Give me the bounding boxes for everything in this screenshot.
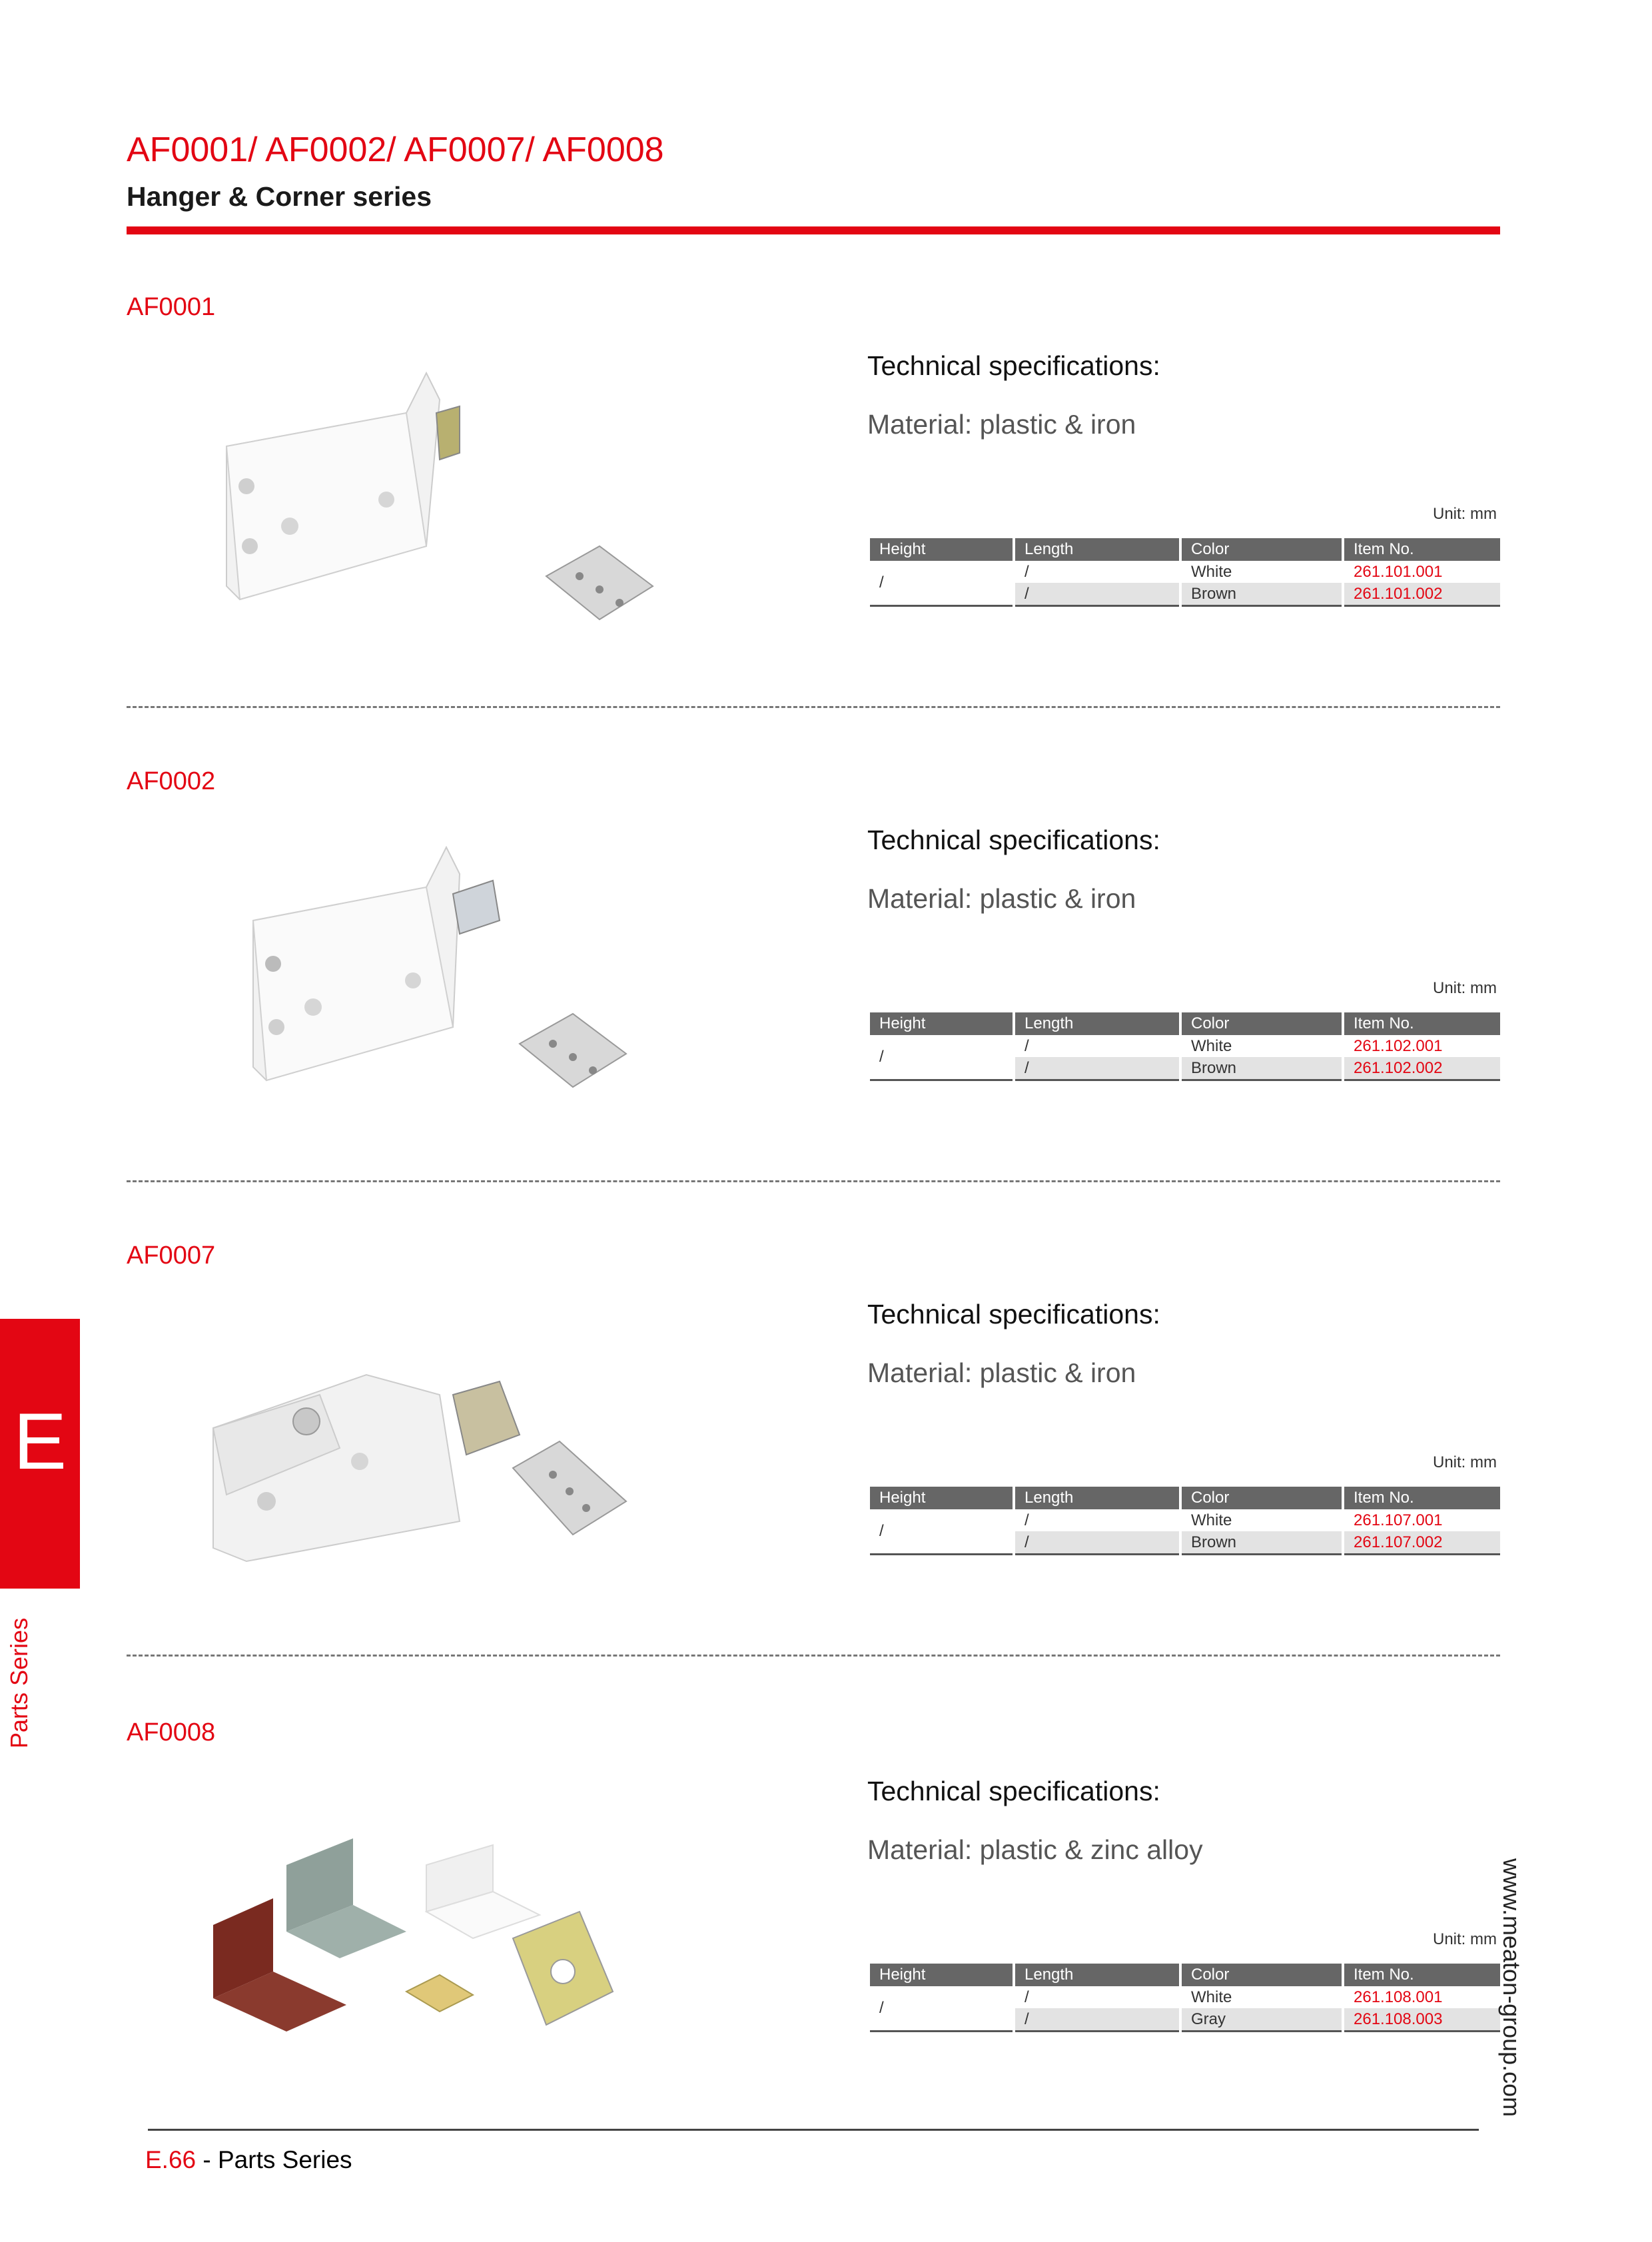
product-section-af0001 [0,293,1652,767]
col-header-length: Length [1014,538,1180,561]
col-header-color: Color [1180,1964,1343,1986]
cell-color: White [1180,561,1343,583]
cell-color: Brown [1180,1057,1343,1080]
col-header-item-no: Item No. [1343,1487,1500,1509]
product-section-af0008 [0,1718,1652,2193]
material-text: Material: plastic & zinc alloy [867,1834,1203,1865]
cell-length: / [1014,2008,1180,2032]
cell-height: / [870,1035,1014,1080]
cell-item-no: 261.107.002 [1343,1531,1500,1555]
cell-color: White [1180,1035,1343,1057]
unit-label: Unit: mm [1433,979,1497,997]
spec-heading: Technical specifications: [867,1776,1160,1806]
cell-item-no: 261.101.001 [1343,561,1500,583]
product-code: AF0008 [127,1718,216,1746]
cell-height: / [870,1986,1014,2032]
cell-length: / [1014,583,1180,606]
section-divider [127,1655,1500,1657]
cell-color: Brown [1180,583,1343,606]
unit-label: Unit: mm [1433,1930,1497,1948]
page-title: AF0001/ AF0002/ AF0007/ AF0008 [127,131,664,169]
col-header-length: Length [1014,1487,1180,1509]
product-image-corner-brackets [187,1772,693,2052]
table-row [870,1035,1500,1057]
col-header-length: Length [1014,1012,1180,1035]
side-tab-letter: E [13,1397,67,1486]
col-header-height: Height [870,538,1014,561]
col-header-color: Color [1180,1012,1343,1035]
product-image-hanger [187,1295,693,1575]
cell-length: / [1014,1057,1180,1080]
cell-item-no: 261.102.001 [1343,1035,1500,1057]
footer-text: - Parts Series [196,2146,352,2173]
col-header-item-no: Item No. [1343,1012,1500,1035]
material-text: Material: plastic & iron [867,1357,1136,1388]
col-header-item-no: Item No. [1343,538,1500,561]
cell-length: / [1014,1986,1180,2008]
product-image-hanger [187,821,693,1100]
product-image-hanger [187,346,693,626]
title-rule [127,226,1500,234]
col-header-length: Length [1014,1964,1180,1986]
unit-label: Unit: mm [1433,505,1497,523]
material-text: Material: plastic & iron [867,409,1136,440]
col-header-color: Color [1180,538,1343,561]
cell-item-no: 261.101.002 [1343,583,1500,606]
col-header-height: Height [870,1487,1014,1509]
spec-table [870,1012,1500,1081]
cell-item-no: 261.108.001 [1343,1986,1500,2008]
cell-length: / [1014,1035,1180,1057]
section-divider [127,1180,1500,1182]
cell-item-no: 261.107.001 [1343,1509,1500,1531]
cell-item-no: 261.102.002 [1343,1057,1500,1080]
spec-heading: Technical specifications: [867,350,1160,381]
footer [145,2146,352,2174]
col-header-color: Color [1180,1487,1343,1509]
product-code: AF0007 [127,1242,216,1270]
cell-color: Brown [1180,1531,1343,1555]
material-text: Material: plastic & iron [867,883,1136,914]
section-divider [127,706,1500,708]
cell-height: / [870,561,1014,606]
table-row [870,561,1500,583]
cell-length: / [1014,1531,1180,1555]
product-section-af0007 [0,1242,1652,1716]
page-subtitle: Hanger & Corner series [127,181,432,212]
website-url: www.meaton-group.com [1498,1858,1525,2117]
product-code: AF0001 [127,293,216,321]
spec-heading: Technical specifications: [867,1299,1160,1329]
col-header-item-no: Item No. [1343,1964,1500,1986]
spec-table [870,538,1500,607]
table-row [870,1986,1500,2008]
unit-label: Unit: mm [1433,1453,1497,1471]
cell-length: / [1014,1509,1180,1531]
spec-table [870,1487,1500,1555]
cell-color: White [1180,1509,1343,1531]
spec-heading: Technical specifications: [867,825,1160,855]
col-header-height: Height [870,1964,1014,1986]
product-section-af0002 [0,767,1652,1242]
cell-color: Gray [1180,2008,1343,2032]
cell-item-no: 261.108.003 [1343,2008,1500,2032]
table-row [870,1509,1500,1531]
spec-table [870,1964,1500,2032]
col-header-height: Height [870,1012,1014,1035]
footer-rule [148,2129,1479,2131]
page-number: E.66 [145,2146,197,2173]
cell-length: / [1014,561,1180,583]
cell-height: / [870,1509,1014,1555]
product-code: AF0002 [127,767,216,795]
cell-color: White [1180,1986,1343,2008]
side-tab-label: Parts Series [5,1617,33,1748]
